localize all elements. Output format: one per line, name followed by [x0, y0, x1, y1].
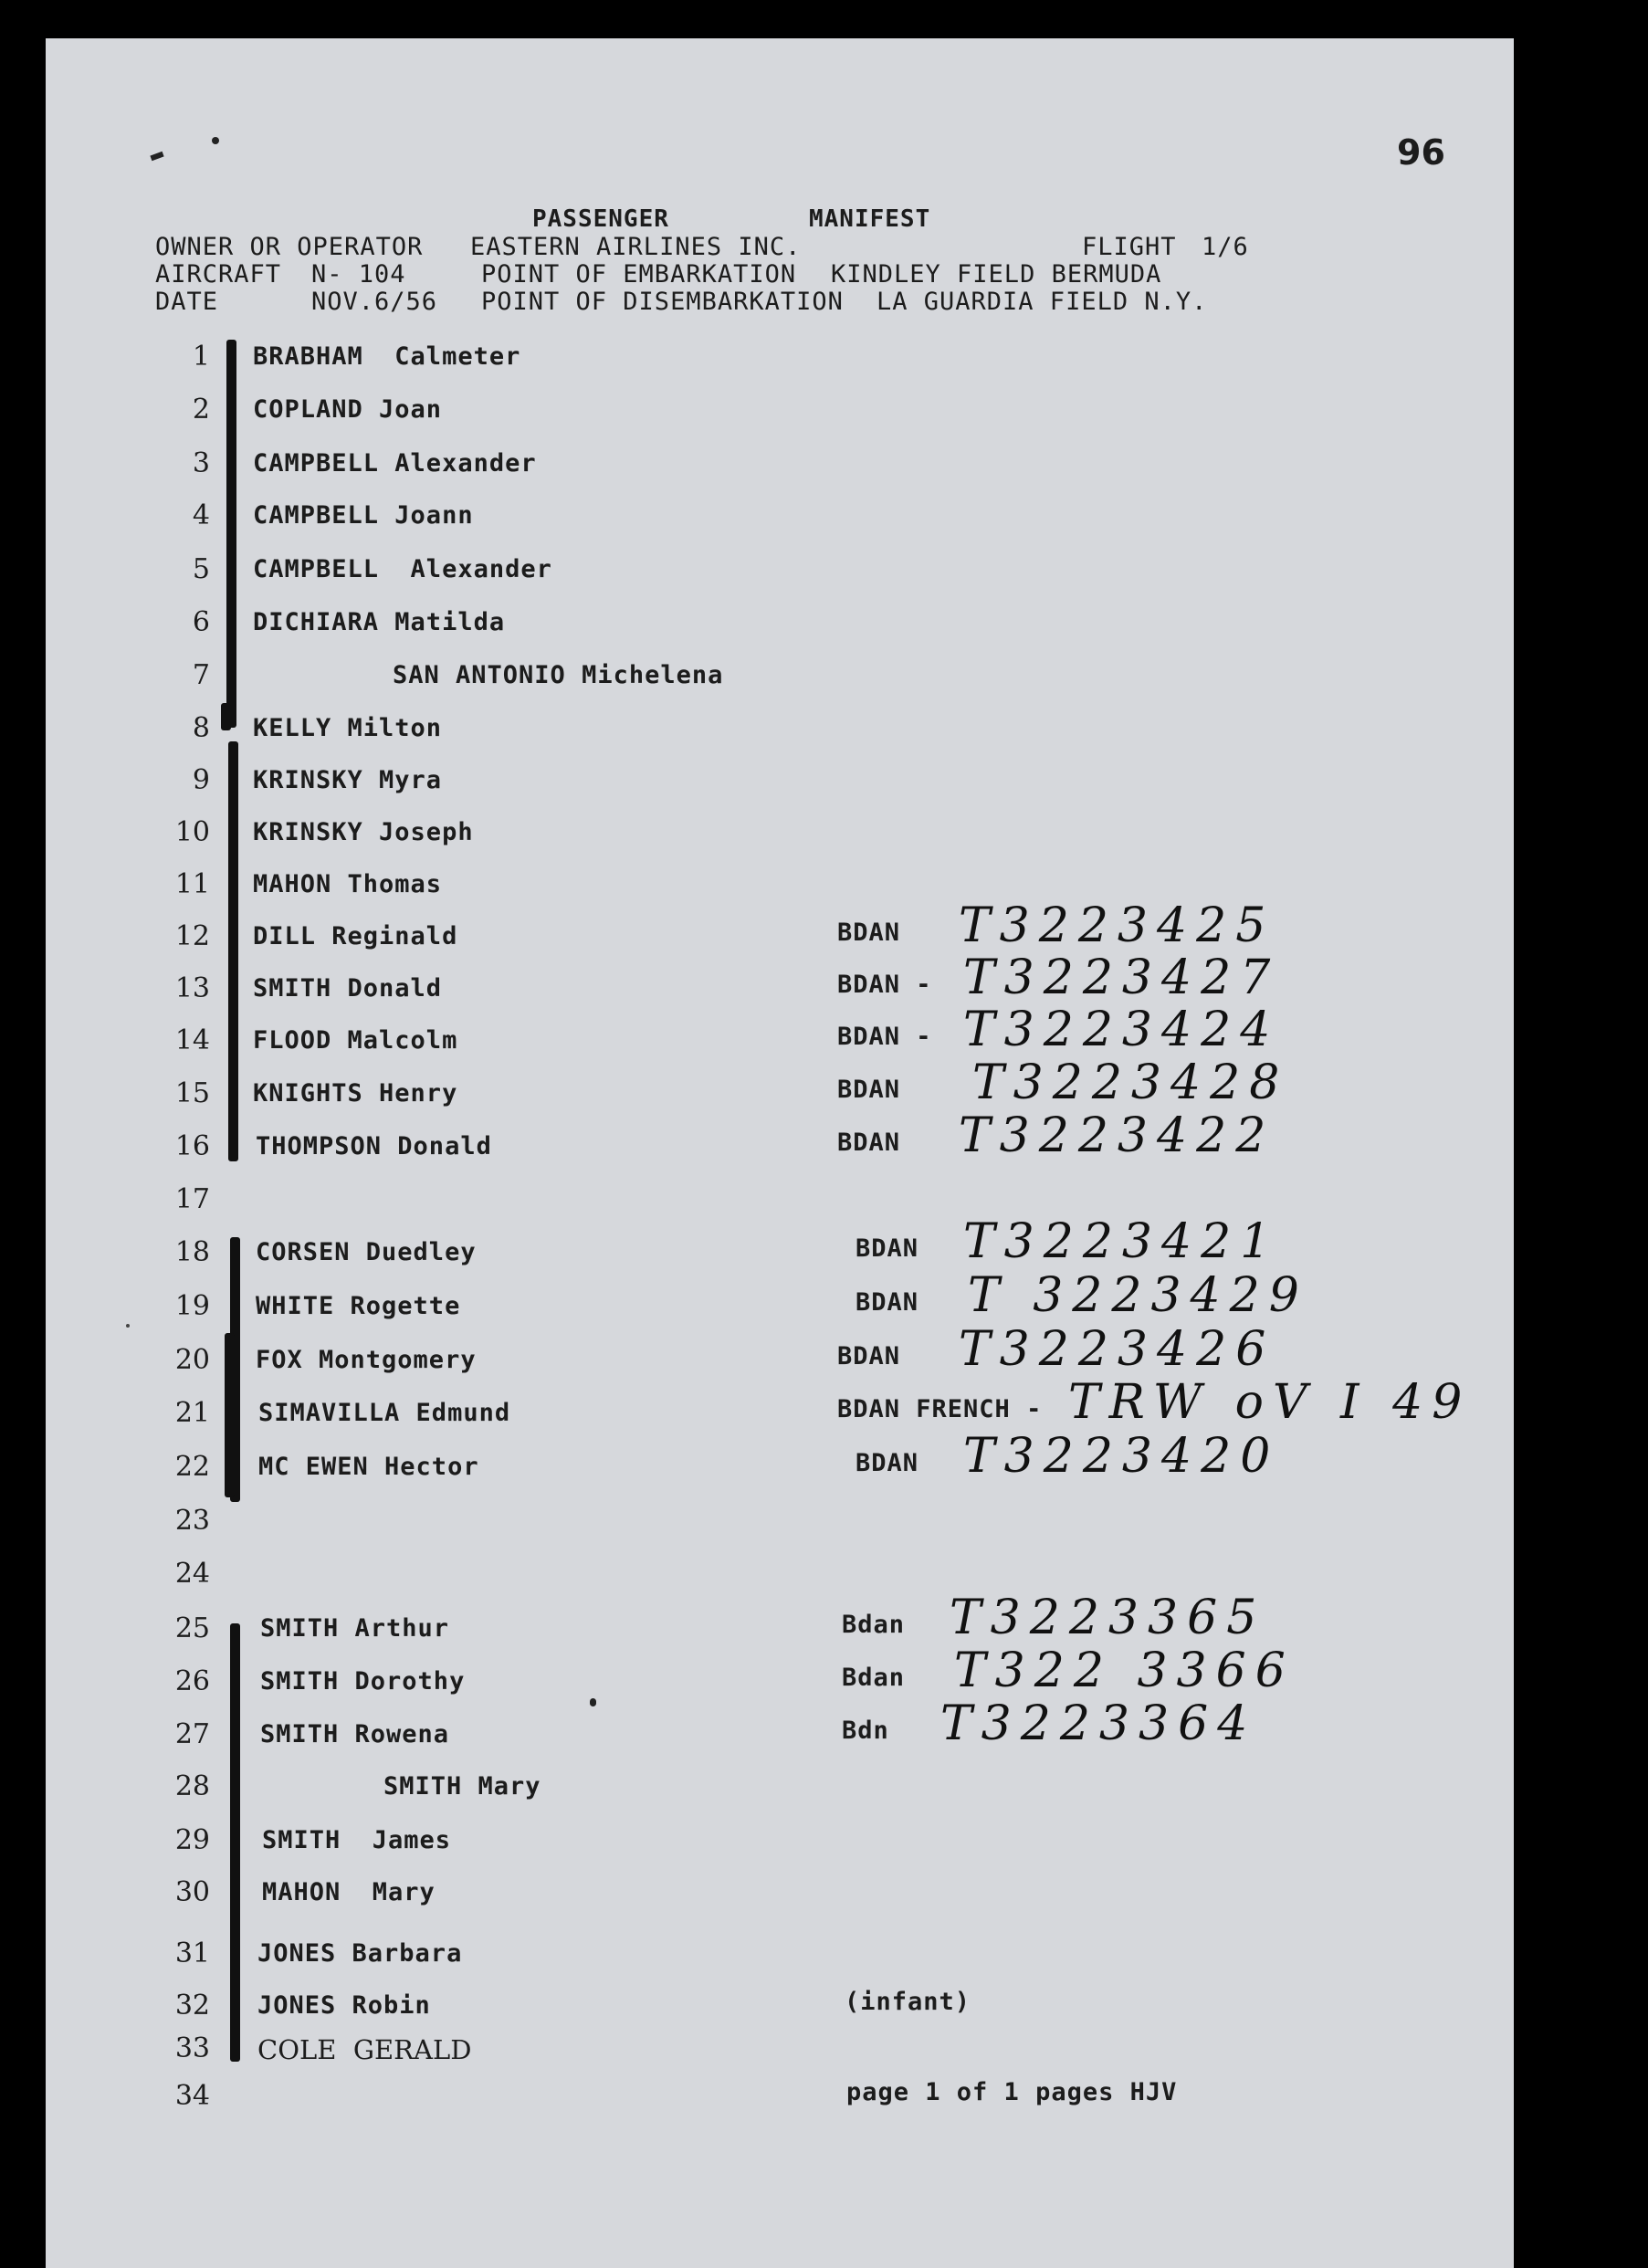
row-number: 16: [174, 1130, 210, 1162]
flight-label: FLIGHT: [1082, 233, 1177, 261]
ticket-number: TRW oV I 49: [1068, 1375, 1472, 1430]
document-type: BDAN: [837, 919, 901, 947]
row-number: 30: [174, 1876, 210, 1908]
row-number: 33: [174, 2032, 210, 2064]
passenger-name: CAMPBELL Alexander: [253, 555, 552, 583]
passenger-name: KELLY Milton: [253, 714, 443, 742]
row-number: 10: [174, 816, 210, 848]
row-number: 13: [174, 972, 210, 1004]
smudge-mark: [212, 137, 219, 144]
row-number: 22: [174, 1451, 210, 1483]
passenger-name: SIMAVILLA Edmund: [258, 1399, 511, 1427]
row-number: 18: [174, 1236, 210, 1268]
document-type: Bdan: [842, 1664, 906, 1692]
row-number: 15: [174, 1077, 210, 1109]
passenger-name: JONES Robin: [257, 1991, 431, 2020]
passenger-name: DICHIARA Matilda: [253, 608, 506, 636]
row-number: 1: [192, 341, 210, 373]
passenger-name: SMITH Donald: [253, 974, 443, 1003]
disembarkation-label: POINT OF DISEMBARKATION: [481, 288, 844, 316]
passenger-name: SMITH Mary: [383, 1772, 541, 1801]
row-number: 8: [192, 712, 210, 744]
row-number: 21: [174, 1397, 210, 1429]
passenger-name: KNIGHTS Henry: [253, 1079, 458, 1108]
passenger-name: MC EWEN Hector: [258, 1453, 479, 1481]
passenger-name: SAN ANTONIO Michelena: [393, 661, 724, 689]
passenger-name: KRINSKY Myra: [253, 766, 443, 794]
group-bracket: [226, 340, 236, 728]
ink-dot: [126, 1324, 130, 1328]
row-number: 3: [192, 447, 210, 479]
row-number: 12: [174, 920, 210, 952]
owner-value: EASTERN AIRLINES INC.: [470, 233, 802, 261]
date-label: DATE: [155, 288, 219, 316]
manifest-title-passenger: PASSENGER: [532, 205, 669, 233]
document-type: BDAN -: [837, 971, 932, 999]
ticket-number: T3223425: [959, 898, 1275, 953]
row-number: 34: [174, 2080, 210, 2112]
flight-value: 1/6: [1202, 233, 1249, 261]
document-type: BDAN: [855, 1288, 919, 1317]
document-type: BDAN -: [837, 1023, 932, 1051]
document-type: BDAN: [855, 1449, 919, 1477]
manifest-title-manifest: MANIFEST: [809, 205, 931, 233]
row-number: 11: [174, 868, 210, 900]
passenger-name: SMITH James: [262, 1826, 452, 1854]
document-type: Bdan: [842, 1611, 906, 1639]
passenger-name: MAHON Mary: [262, 1878, 436, 1906]
ticket-number: T3223422: [959, 1108, 1275, 1163]
group-bracket: [225, 1333, 235, 1497]
row-number: 2: [192, 394, 210, 425]
document-type: BDAN: [855, 1234, 919, 1263]
owner-label: OWNER OR OPERATOR: [155, 233, 424, 261]
date-value: NOV.6/56: [311, 288, 438, 316]
ticket-number: T3223420: [963, 1429, 1280, 1484]
ticket-number: T3223421: [963, 1214, 1280, 1269]
passenger-name: CAMPBELL Alexander: [253, 449, 537, 478]
passenger-name: SMITH Dorothy: [260, 1667, 466, 1696]
row-number: 25: [174, 1612, 210, 1644]
document-type: BDAN: [837, 1342, 901, 1370]
group-bracket: [221, 703, 231, 730]
ticket-number: T3223426: [959, 1322, 1275, 1377]
group-bracket: [228, 741, 238, 1161]
passenger-name: KRINSKY Joseph: [253, 818, 474, 846]
document-type: BDAN FRENCH -: [837, 1395, 1043, 1423]
row-number: 31: [174, 1937, 210, 1969]
group-bracket: [230, 1623, 240, 2062]
document-type: Bdn: [842, 1717, 889, 1745]
embarkation-value: KINDLEY FIELD BERMUDA: [831, 260, 1162, 289]
row-number: 32: [174, 1990, 210, 2021]
passenger-name: FOX Montgomery: [256, 1346, 477, 1374]
passenger-name: WHITE Rogette: [256, 1292, 461, 1320]
embarkation-label: POINT OF EMBARKATION: [481, 260, 797, 289]
document-type: BDAN: [837, 1076, 901, 1104]
disembarkation-value: LA GUARDIA FIELD N.Y.: [876, 288, 1208, 316]
passenger-name: COPLAND Joan: [253, 395, 443, 424]
row-number: 26: [174, 1665, 210, 1697]
passenger-name: SMITH Rowena: [260, 1720, 450, 1748]
passenger-name: BRABHAM Calmeter: [253, 342, 521, 371]
document-type: (infant): [845, 1988, 971, 2016]
ticket-number: T3223364: [940, 1696, 1257, 1751]
ticket-number: T 3223429: [968, 1268, 1308, 1323]
passenger-name: THOMPSON Donald: [256, 1132, 492, 1160]
aircraft-value: N- 104: [311, 260, 406, 289]
passenger-name: CAMPBELL Joann: [253, 501, 474, 530]
passenger-name: MAHON Thomas: [253, 870, 443, 898]
aircraft-label: AIRCRAFT: [155, 260, 282, 289]
passenger-name: JONES Barbara: [257, 1939, 463, 1968]
row-number: 9: [192, 764, 210, 796]
document-type: BDAN: [837, 1129, 901, 1157]
passenger-name: CORSEN Duedley: [256, 1238, 477, 1266]
passenger-name: DILL Reginald: [253, 922, 458, 950]
row-number: 23: [174, 1505, 210, 1537]
row-number: 20: [174, 1344, 210, 1376]
row-number: 5: [192, 553, 210, 585]
ticket-number: T322 3366: [954, 1643, 1295, 1698]
row-number: 17: [174, 1183, 210, 1215]
document-type: page 1 of 1 pages HJV: [846, 2078, 1178, 2106]
row-number: 28: [174, 1770, 210, 1802]
ink-dot: [590, 1698, 596, 1706]
row-number: 24: [174, 1558, 210, 1590]
row-number: 6: [192, 606, 210, 638]
row-number: 19: [174, 1290, 210, 1322]
ticket-number: T3223365: [950, 1591, 1266, 1645]
ticket-number: T3223427: [963, 950, 1280, 1005]
passenger-name: FLOOD Malcolm: [253, 1026, 458, 1055]
row-number: 29: [174, 1824, 210, 1856]
ticket-number: T3223428: [972, 1055, 1289, 1110]
page-number: 96: [1397, 132, 1445, 173]
row-number: 14: [174, 1024, 210, 1056]
passenger-name: COLE GERALD: [257, 2034, 472, 2065]
ticket-number: T3223424: [963, 1003, 1280, 1057]
row-number: 7: [192, 659, 210, 691]
row-number: 27: [174, 1718, 210, 1750]
passenger-name: SMITH Arthur: [260, 1614, 450, 1643]
row-number: 4: [192, 499, 210, 531]
